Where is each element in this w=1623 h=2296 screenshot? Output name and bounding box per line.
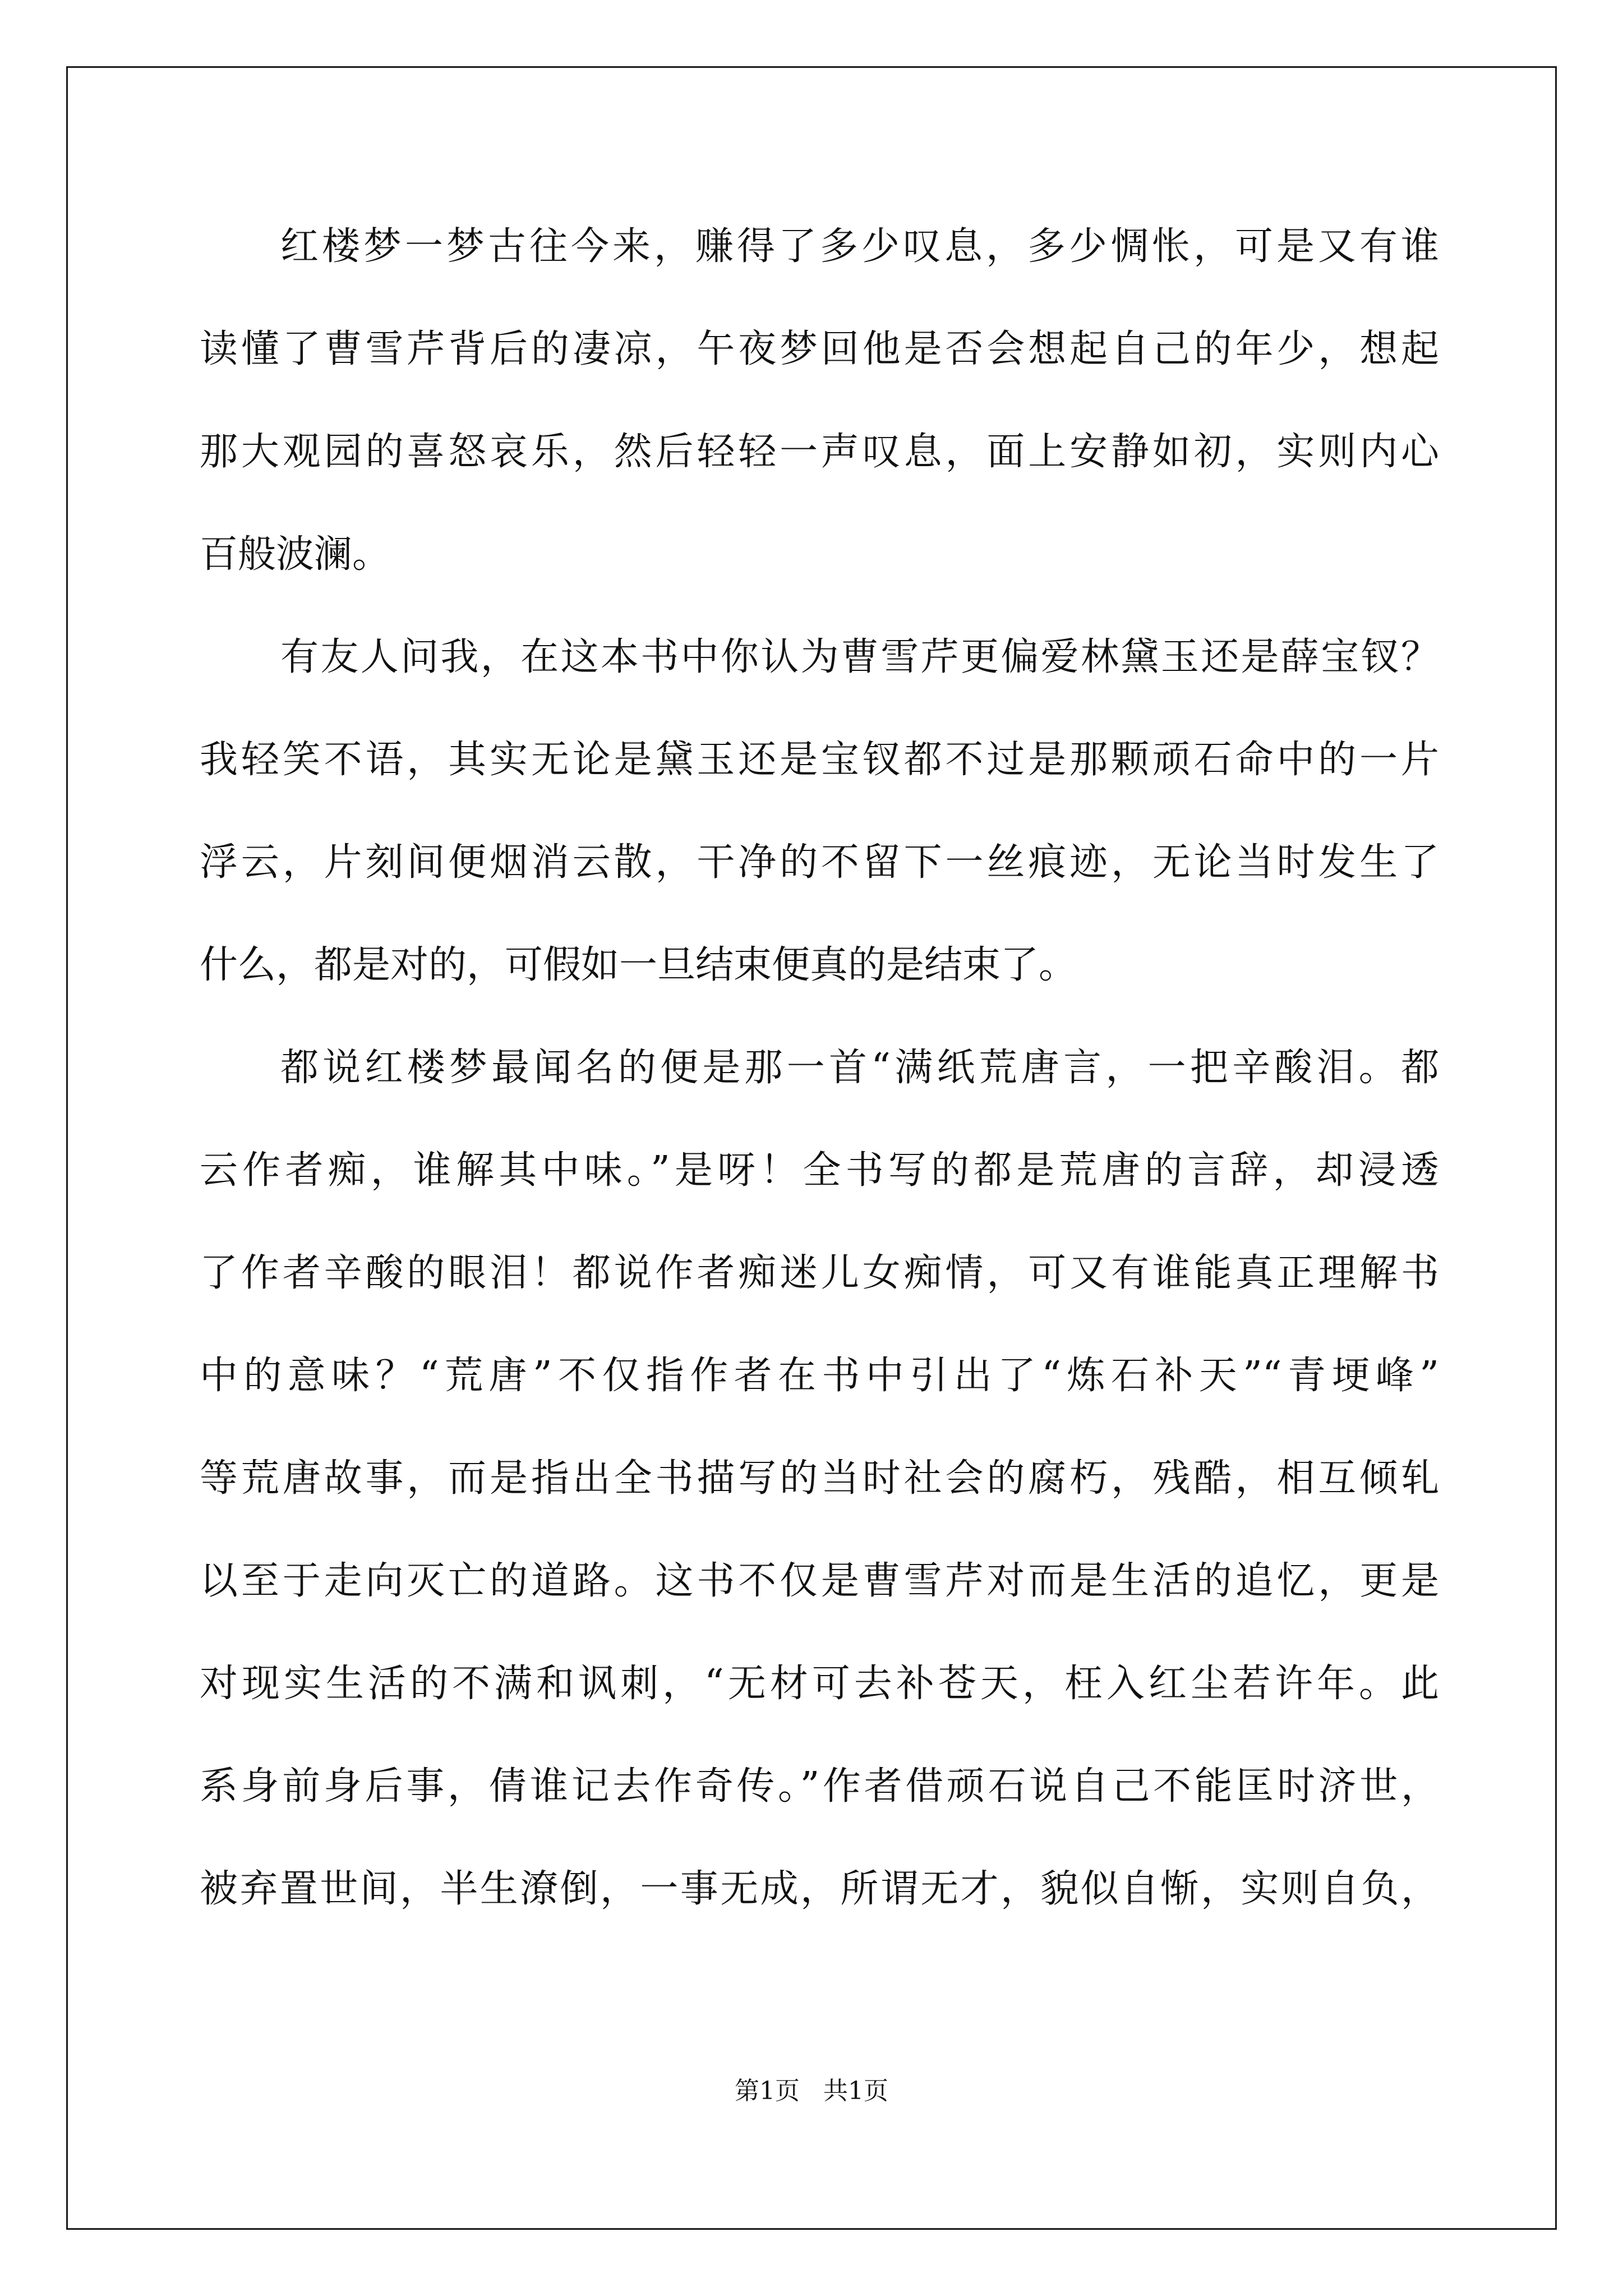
paragraph-3-line-8: 系身前身后事，倩谁记去作奇传。”作者借顽石说自己不能匡时济世， (200, 1764, 1439, 1809)
paragraph-1-line-1: 红楼梦一梦古往今来，赚得了多少叹息，多少惆怅，可是又有谁 (280, 224, 1439, 269)
paragraph-3-line-3: 了作者辛酸的眼泪！都说作者痴迷儿女痴情，可又有谁能真正理解书 (200, 1251, 1439, 1295)
paragraph-3-line-7: 对现实生活的不满和讽刺，“无材可去补苍天，枉入红尘若许年。此 (200, 1662, 1439, 1706)
paragraph-2-line-2: 我轻笑不语，其实无论是黛玉还是宝钗都不过是那颗顽石命中的一片 (200, 738, 1439, 782)
paragraph-3-line-5: 等荒唐故事，而是指出全书描写的当时社会的腐朽，残酷，相互倾轧 (200, 1456, 1439, 1501)
paragraph-3-line-9: 被弃置世间，半生潦倒，一事无成，所谓无才，貌似自惭，实则自负， (200, 1867, 1439, 1911)
paragraph-1-line-2: 读懂了曹雪芹背后的凄凉，午夜梦回他是否会想起自己的年少，想起 (200, 327, 1439, 371)
page-number-footer: 第1页 共1页 (735, 2077, 888, 2105)
paragraph-3-line-6: 以至于走向灭亡的道路。这书不仅是曹雪芹对而是生活的追忆，更是 (200, 1559, 1439, 1603)
paragraph-3-line-1: 都说红楼梦最闻名的便是那一首“满纸荒唐言，一把辛酸泪。都 (280, 1046, 1439, 1090)
paragraph-2-line-3: 浮云，片刻间便烟消云散，干净的不留下一丝痕迹，无论当时发生了 (200, 840, 1439, 885)
paragraph-3-line-2: 云作者痴，谁解其中味。”是呀！全书写的都是荒唐的言辞，却浸透 (200, 1148, 1439, 1193)
paragraph-2-line-1: 有友人问我，在这本书中你认为曹雪芹更偏爱林黛玉还是薛宝钗？ (280, 635, 1439, 679)
paragraph-3-line-4: 中的意味？“荒唐”不仅指作者在书中引出了“炼石补天”“青埂峰” (200, 1354, 1439, 1398)
paragraph-1-line-3: 那大观园的喜怒哀乐，然后轻轻一声叹息，面上安静如初，实则内心 (200, 430, 1439, 474)
paragraph-1-line-4: 百般波澜。 (200, 532, 391, 577)
paragraph-2-line-4: 什么，都是对的，可假如一旦结束便真的是结束了。 (200, 943, 1077, 987)
